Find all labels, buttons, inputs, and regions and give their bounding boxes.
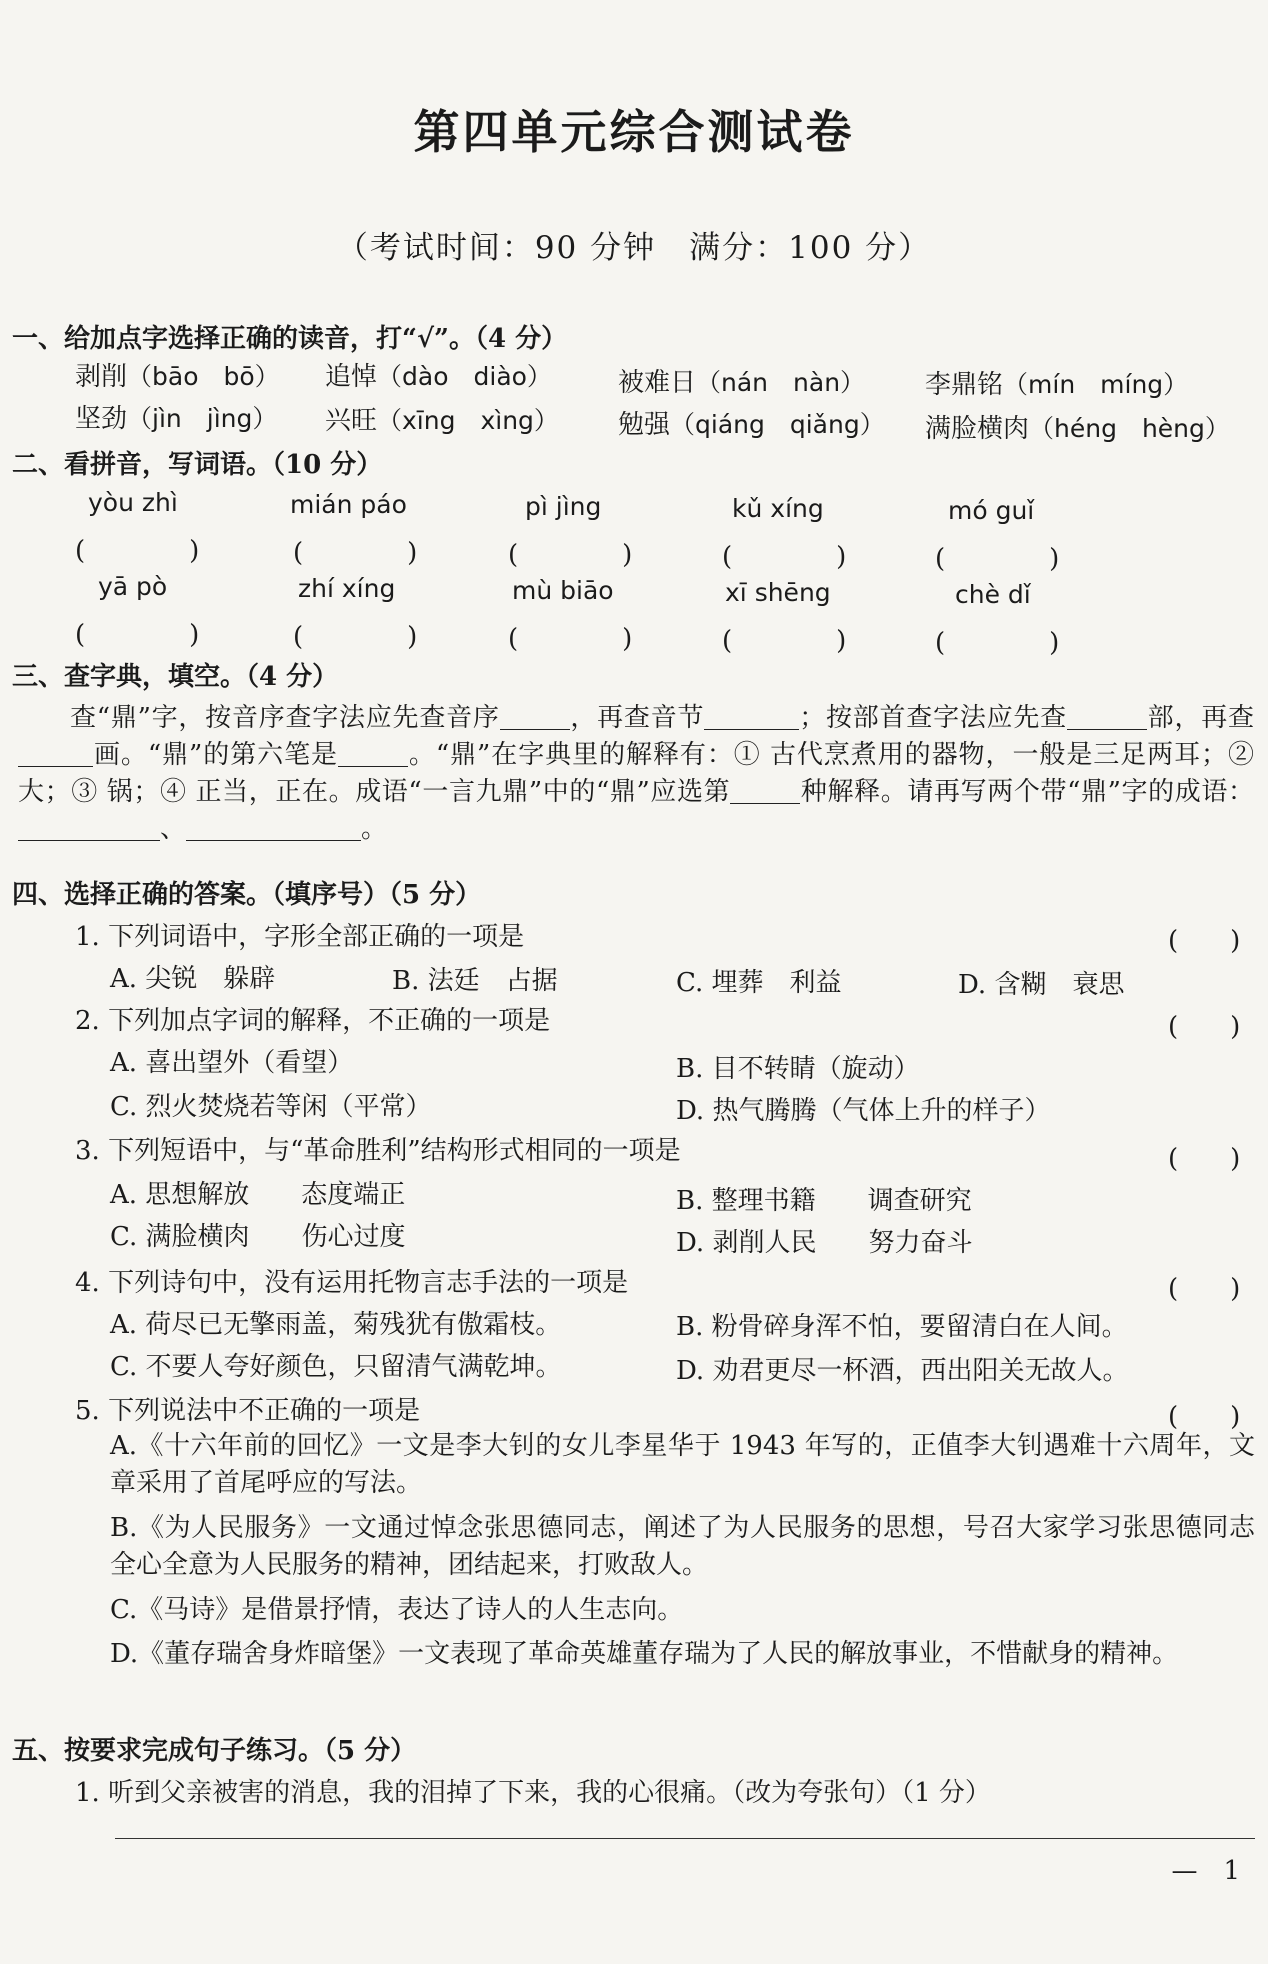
option: D. 剥削人民 努力奋斗 <box>676 1228 973 1258</box>
s1-item: 满脸横肉（héng hèng） <box>925 414 1230 444</box>
answer-parens[interactable]: ( ) <box>935 628 1060 658</box>
question-stem: 5. 下列说法中不正确的一项是 <box>75 1396 421 1426</box>
answer-parens[interactable]: ( ) <box>508 540 633 570</box>
option: B. 整理书籍 调查研究 <box>676 1186 972 1216</box>
answer-parens[interactable]: ( ) <box>293 622 418 652</box>
option: B. 目不转睛（旋动） <box>676 1054 920 1084</box>
pinyin-prompt: yòu zhì <box>88 488 178 517</box>
section-1-heading: 一、给加点字选择正确的读音，打“√”。（4 分） <box>12 324 568 354</box>
option: A. 喜出望外（看望） <box>110 1048 354 1078</box>
answer-parens[interactable]: ( ) <box>722 542 847 572</box>
option: B. 法廷 占据 <box>392 966 558 996</box>
blank-field[interactable] <box>18 814 160 841</box>
section-3-heading: 三、查字典，填空。（4 分） <box>12 662 339 692</box>
pinyin-prompt: zhí xíng <box>298 574 396 603</box>
answer-parens[interactable]: ( ) <box>1168 1274 1241 1304</box>
section-5-heading: 五、按要求完成句子练习。（5 分） <box>12 1736 417 1766</box>
pinyin-prompt: xī shēng <box>725 578 831 607</box>
page-subtitle: （考试时间：90 分钟 满分：100 分） <box>336 230 932 266</box>
blank-field[interactable] <box>500 703 570 730</box>
answer-parens[interactable]: ( ) <box>1168 1144 1241 1174</box>
answer-parens[interactable]: ( ) <box>75 536 200 566</box>
blank-field[interactable] <box>730 777 800 804</box>
option: C. 埋葬 利益 <box>676 968 842 998</box>
s1-item: 剥削（bāo bō） <box>75 362 280 392</box>
section-4-heading: 四、选择正确的答案。（填序号）（5 分） <box>12 880 482 910</box>
option: D. 劝君更尽一杯酒，西出阳关无故人。 <box>676 1356 1129 1386</box>
page-title: 第四单元综合测试卷 <box>413 105 855 159</box>
option: D. 热气腾腾（气体上升的样子） <box>676 1096 1051 1126</box>
blank-field[interactable] <box>18 740 93 767</box>
answer-parens[interactable]: ( ) <box>1168 1012 1241 1042</box>
option: C. 烈火焚烧若等闲（平常） <box>110 1092 432 1122</box>
option: D.《董存瑞舍身炸暗堡》一文表现了革命英雄董存瑞为了人民的解放事业，不惜献身的精神。 <box>110 1639 1179 1669</box>
blank-field[interactable] <box>1067 703 1147 730</box>
answer-parens[interactable]: ( ) <box>508 624 633 654</box>
question-stem: 1. 下列词语中，字形全部正确的一项是 <box>75 922 525 952</box>
s1-item: 勉强（qiáng qiǎng） <box>618 410 885 440</box>
answer-parens[interactable]: ( ) <box>1168 926 1241 956</box>
pinyin-prompt: chè dǐ <box>955 580 1031 609</box>
page-number: — 1 <box>1171 1856 1240 1886</box>
answer-line[interactable] <box>115 1838 1255 1839</box>
s1-item: 坚劲（jìn jìng） <box>75 404 278 434</box>
option: A.《十六年前的回忆》一文是李大钊的女儿李星华于 1943 年写的，正值李大钊遇难十六周年，文章采用了首尾呼应的写法。 <box>110 1431 1255 1498</box>
pinyin-prompt: pì jìng <box>525 492 602 521</box>
s1-item: 兴旺（xīng xìng） <box>325 406 559 436</box>
option: A. 荷尽已无擎雨盖，菊残犹有傲霜枝。 <box>110 1310 562 1340</box>
pinyin-prompt: mó guǐ <box>948 496 1035 525</box>
s1-item: 李鼎铭（mín míng） <box>925 370 1189 400</box>
option: A. 尖锐 躲辟 <box>110 964 276 994</box>
option: C. 不要人夸好颜色，只留清气满乾坤。 <box>110 1352 562 1382</box>
section-2-heading: 二、看拼音，写词语。（10 分） <box>12 450 383 480</box>
option: C.《马诗》是借景抒情，表达了诗人的人生志向。 <box>110 1595 684 1625</box>
pinyin-prompt: yā pò <box>98 572 168 601</box>
question-stem: 3. 下列短语中，与“革命胜利”结构形式相同的一项是 <box>75 1136 681 1166</box>
section-3-paragraph: 查“鼎”字，按音序查字法应先查音序 ，再查音节 ；按部首查字法应先查 部，再查画。“鼎”的第六笔是 。“鼎”在字典里的解释有：① 古代烹煮用的器物，一般是三足两耳；② 大；③ 锅；④ 正当，正在。成语“一言九鼎”中的“鼎”应选第 种解释。请再写两个带“鼎”字的成语：、 。 <box>18 703 1254 844</box>
blank-field[interactable] <box>186 814 361 841</box>
option: C. 满脸横肉 伤心过度 <box>110 1222 406 1252</box>
option: B. 粉骨碎身浑不怕，要留清白在人间。 <box>676 1312 1128 1342</box>
question-stem: 1. 听到父亲被害的消息，我的泪掉了下来，我的心很痛。（改为夸张句）（1 分） <box>75 1778 991 1808</box>
option: A. 思想解放 态度端正 <box>110 1180 406 1210</box>
blank-field[interactable] <box>704 703 799 730</box>
answer-parens[interactable]: ( ) <box>722 626 847 656</box>
answer-parens[interactable]: ( ) <box>935 544 1060 574</box>
answer-parens[interactable]: ( ) <box>1168 1402 1241 1432</box>
s1-item: 追悼（dào diào） <box>325 362 552 392</box>
question-stem: 4. 下列诗句中，没有运用托物言志手法的一项是 <box>75 1268 629 1298</box>
answer-parens[interactable]: ( ) <box>293 538 418 568</box>
s1-item: 被难日（nán nàn） <box>618 368 866 398</box>
option: B.《为人民服务》一文通过悼念张思德同志，阐述了为人民服务的思想，号召大家学习张思德同志全心全意为人民服务的精神，团结起来，打败敌人。 <box>110 1513 1255 1580</box>
blank-field[interactable] <box>338 740 408 767</box>
option: D. 含糊 衰思 <box>958 970 1125 1000</box>
question-stem: 2. 下列加点字词的解释，不正确的一项是 <box>75 1006 551 1036</box>
pinyin-prompt: mián páo <box>290 490 407 519</box>
pinyin-prompt: kǔ xíng <box>732 494 824 523</box>
pinyin-prompt: mù biāo <box>512 576 614 605</box>
answer-parens[interactable]: ( ) <box>75 620 200 650</box>
